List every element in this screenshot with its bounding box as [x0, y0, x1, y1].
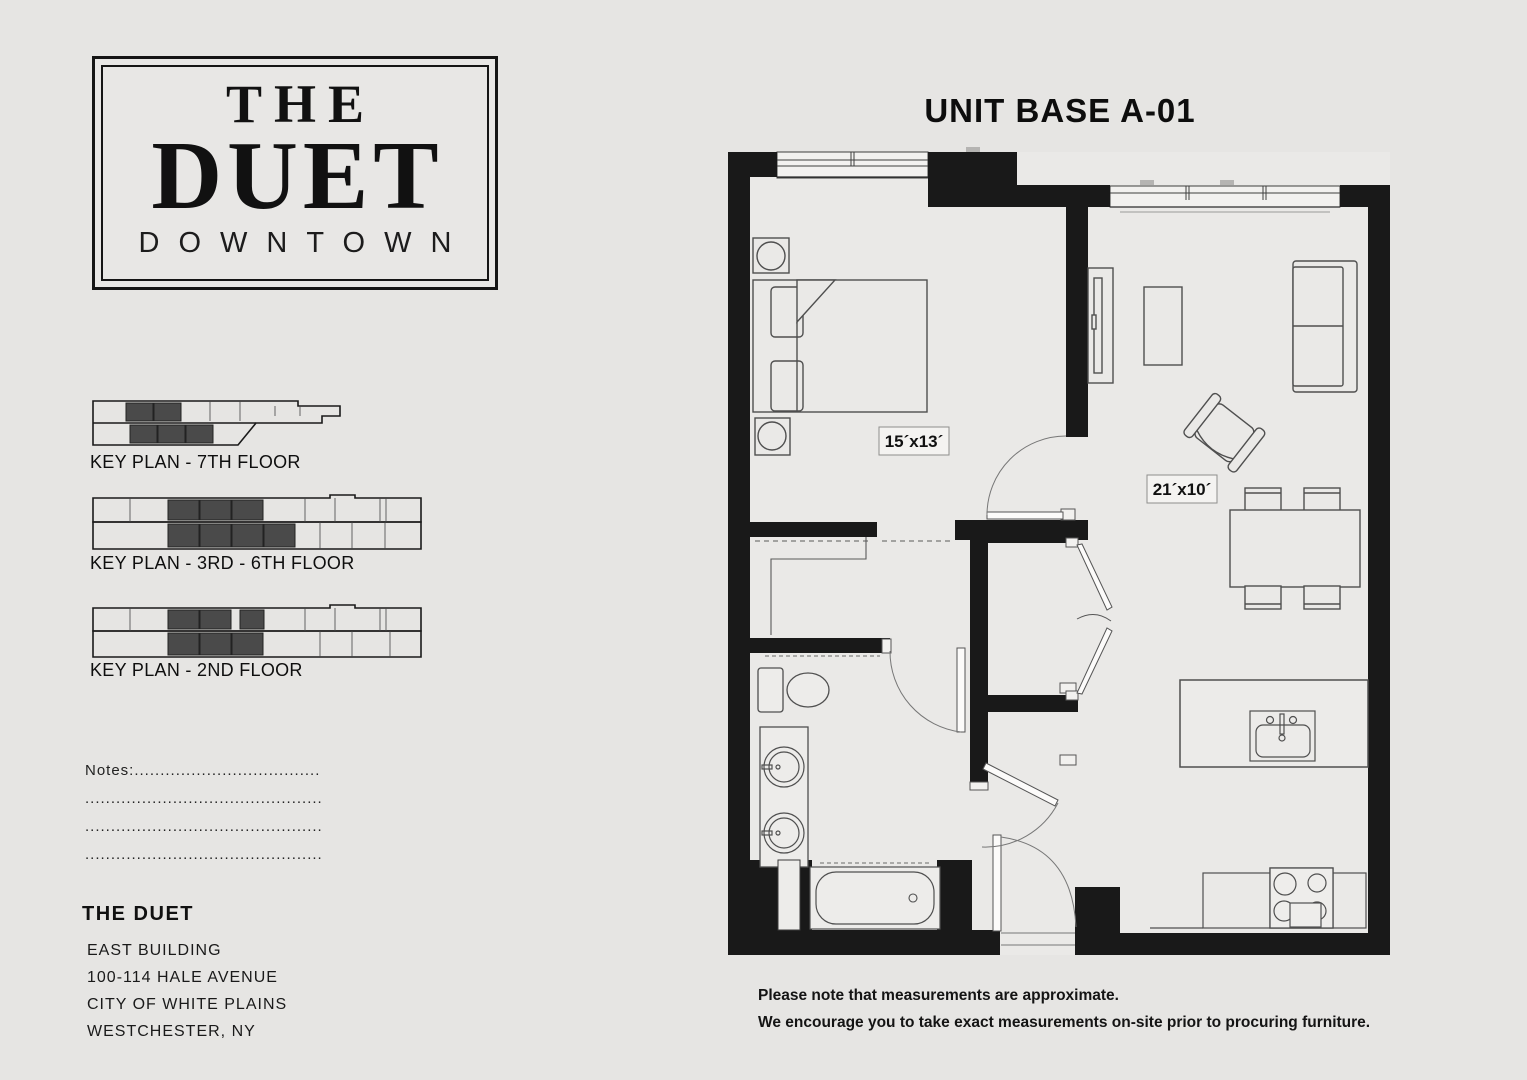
logo-line-downtown: DOWNTOWN — [138, 227, 471, 260]
key-plan-7th-label: KEY PLAN - 7TH FLOOR — [90, 452, 301, 472]
bedroom-window — [777, 152, 928, 178]
key-plan-2nd-diagram — [90, 602, 425, 662]
disclaimer-line-2: We encourage you to take exact measurements on-site prior to procuring furniture. — [758, 1014, 1371, 1031]
bedroom-dimension-text: 15´x13´ — [884, 432, 944, 451]
key-plan-2nd-label: KEY PLAN - 2ND FLOOR — [90, 660, 303, 680]
address-line: 100-114 HALE AVENUE — [87, 969, 278, 986]
notes-line: .............................................. — [85, 846, 323, 863]
address-line: CITY OF WHITE PLAINS — [87, 996, 288, 1013]
address-line: WESTCHESTER, NY — [87, 1023, 256, 1040]
bathtub — [810, 867, 940, 929]
bedroom-dimension-label — [879, 427, 949, 455]
address-line: EAST BUILDING — [87, 942, 222, 959]
coffee-table — [1144, 287, 1182, 365]
logo — [92, 56, 498, 290]
living-dimension-text: 21´x10´ — [1152, 480, 1212, 499]
logo-line-the: THE — [225, 74, 377, 134]
address-block — [82, 903, 287, 1045]
key-plan-3rd-6th-icon — [90, 492, 425, 554]
notes-line: .............................................. — [85, 818, 323, 835]
floor-plan-drawing — [720, 145, 1400, 957]
key-plan-2nd-icon — [90, 602, 425, 662]
living-dimension-label — [1147, 475, 1217, 503]
notes-line: .............................................. — [85, 790, 323, 807]
nightstand — [755, 418, 790, 455]
key-plan-3rd-6th-label: KEY PLAN - 3RD - 6TH FLOOR — [90, 553, 355, 573]
logo-line-duet: DUET — [151, 122, 444, 230]
notes-block — [85, 757, 323, 869]
nightstand — [753, 238, 789, 273]
logo-frame — [101, 65, 489, 281]
key-plan-7th-diagram — [90, 396, 345, 448]
kitchen-island — [1180, 680, 1368, 767]
address-name: THE DUET — [82, 903, 194, 925]
shaft-niche — [778, 860, 800, 930]
bed — [753, 280, 927, 412]
tv-console — [1088, 268, 1113, 383]
key-plan-7th-icon — [90, 396, 345, 448]
sofa — [1293, 261, 1357, 392]
disclaimer-line-1: Please note that measurements are approximate. — [758, 987, 1119, 1004]
vanity — [760, 727, 808, 867]
range — [1270, 868, 1333, 928]
notes-title: Notes:.................................... — [85, 762, 321, 779]
key-plan-3rd-6th-diagram — [90, 492, 425, 554]
unit-title: UNIT BASE A-01 — [924, 92, 1196, 129]
